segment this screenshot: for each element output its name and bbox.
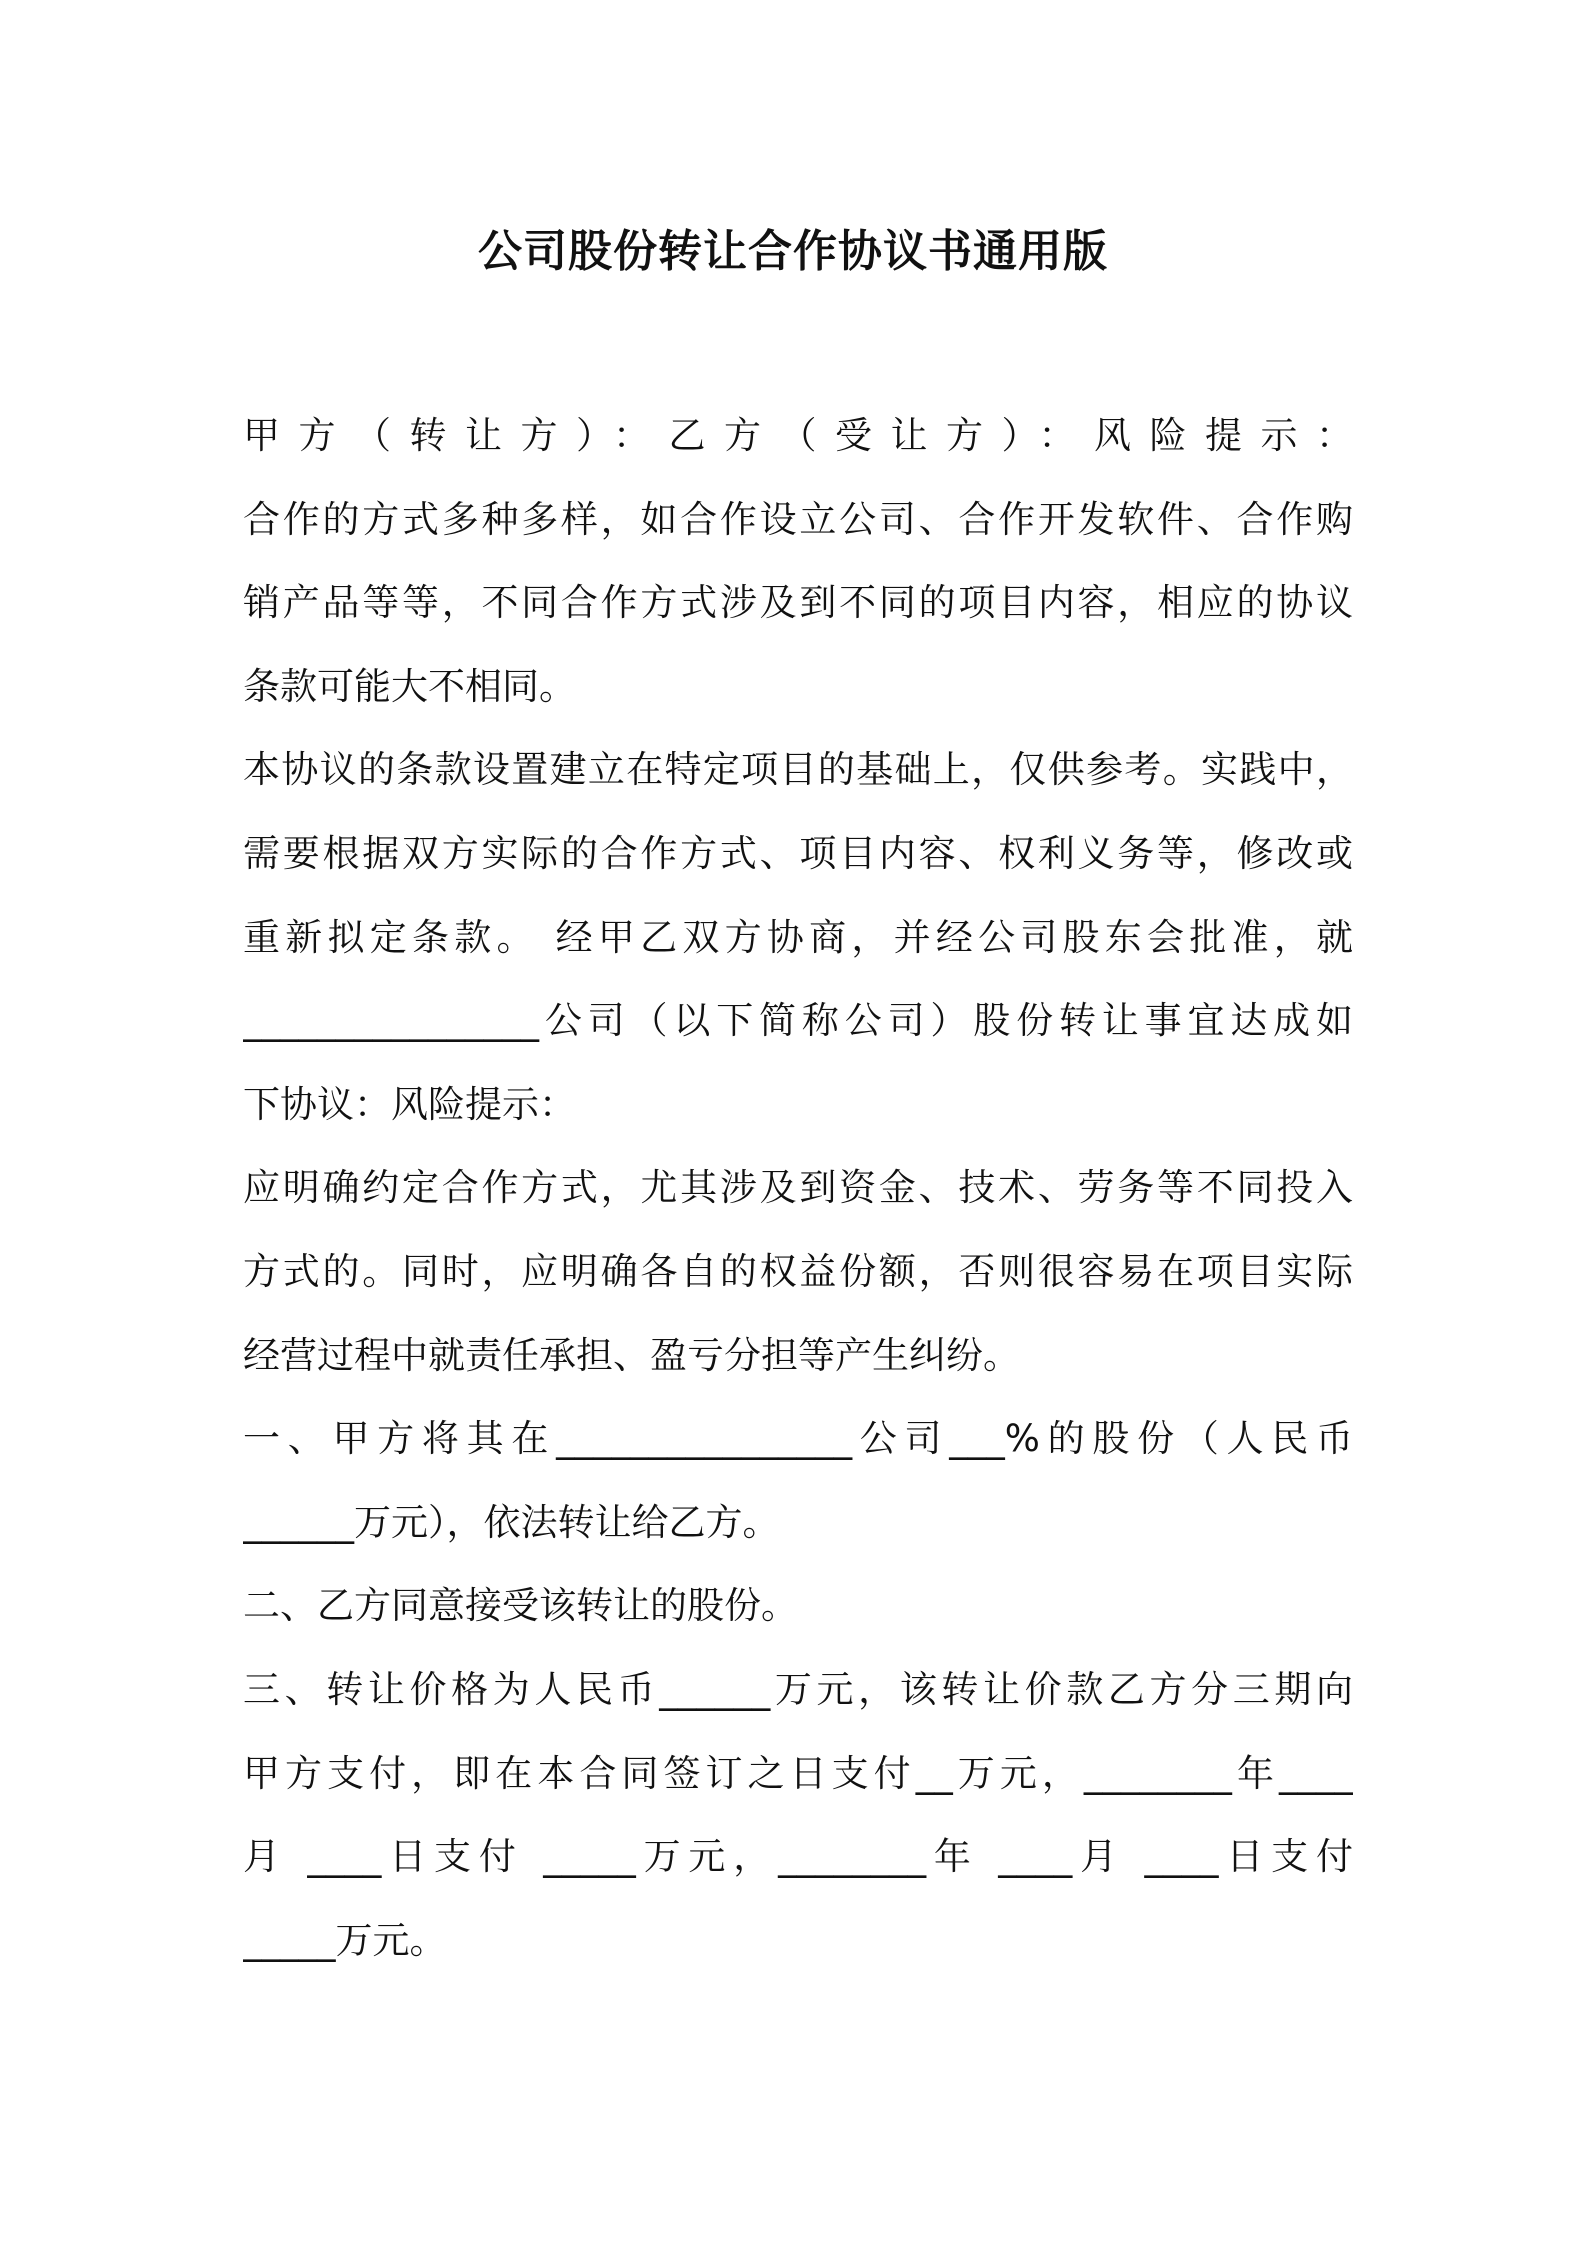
text-line-9: 下协议：风险提示： [243,1082,576,1126]
text-line-14: ______万元），依法转让给乙方。 [243,1500,780,1544]
text-line-5: 本协议的条款设置建立在特定项目的基础上，仅供参考。实践中， [243,748,1353,792]
text-line-11: 方式的。同时，应明确各自的权益份额，否则很容易在项目实际 [243,1249,1353,1293]
text-line-19: _____万元。 [243,1918,447,1962]
text-line-1: 甲方（转让方）：乙方（受让方）：风险提示： [243,414,1353,457]
text-line-10: 应明确约定合作方式，尤其涉及到资金、技术、劳务等不同投入 [243,1166,1353,1210]
document-title: 公司股份转让合作协议书通用版 [478,226,1108,277]
text-line-13: 一、甲方将其在________________公司___%的股份（人民币 [243,1417,1353,1461]
text-line-2: 合作的方式多种多样，如合作设立公司、合作开发软件、合作购 [243,497,1353,541]
document-body [243,408,1353,1996]
text-line-3: 销产品等等，不同合作方式涉及到不同的项目内容，相应的协议 [243,581,1353,625]
text-line-16: 三、转让价格为人民币______万元，该转让价款乙方分三期向 [243,1667,1353,1711]
text-line-8: ________________公司（以下简称公司）股份转让事宜达成如 [243,999,1353,1043]
text-line-12: 经营过程中就责任承担、盈亏分担等产生纠纷。 [243,1333,1020,1377]
text-line-4: 条款可能大不相同。 [243,664,576,708]
text-line-7: 重新拟定条款。 经甲乙双方协商，并经公司股东会批准，就 [243,915,1353,959]
text-line-17: 甲方支付，即在本合同签订之日支付__万元，________年____ [243,1751,1353,1795]
text-line-15: 二、乙方同意接受该转让的股份。 [243,1584,798,1628]
text-line-18: 月 ____日支付 _____万元，________年 ____月 ____日支付 [243,1835,1353,1879]
text-line-6: 需要根据双方实际的合作方式、项目内容、权利义务等，修改或 [243,831,1353,875]
